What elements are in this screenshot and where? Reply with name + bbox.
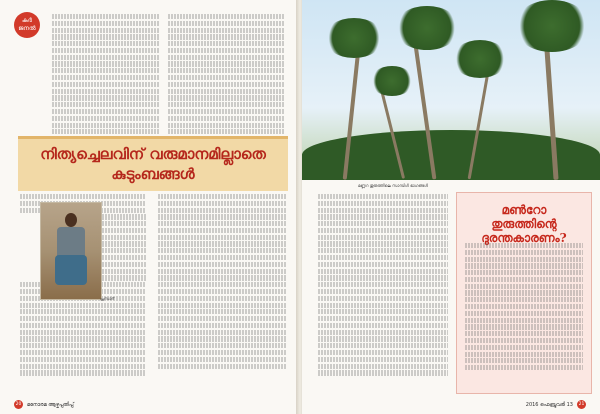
section-badge xyxy=(14,12,40,38)
headline-line-2: കുടുംബങ്ങൾ xyxy=(111,165,195,183)
palm-landscape-photo xyxy=(302,0,600,180)
person-body xyxy=(57,227,85,257)
badge-line-1: കർ xyxy=(22,17,32,24)
publication-title: മനോരമ ആഴ്ചപ്പതിപ്പ് xyxy=(27,401,74,408)
article-column-4 xyxy=(158,194,286,388)
article-column-2 xyxy=(168,14,284,134)
left-page-number: 20 xyxy=(15,402,22,407)
sidebar-title-line-1: മൺറോ xyxy=(501,203,547,217)
badge-line-2: ജനൽ xyxy=(18,25,36,32)
sidebar-title-line-3: ദുരന്തകാരണം? xyxy=(481,231,567,245)
issue-date: 2016 ഫെബ്രുവരി 13 xyxy=(525,401,573,408)
left-folio xyxy=(14,400,74,409)
person-head xyxy=(65,213,77,227)
person-legs xyxy=(55,255,87,285)
right-page-number: 21 xyxy=(578,402,585,407)
article-column-1 xyxy=(52,14,160,134)
portrait-photo xyxy=(40,202,102,300)
sidebar-box xyxy=(456,192,592,394)
landscape-caption: മണ്ണറ തുരുത്തിലെ സാമ്പിൾ ഭാഗങ്ങൾ xyxy=(358,183,428,188)
headline-line-1: നിത്യച്ചെലവിന് വരുമാനമില്ലാതെ xyxy=(40,145,266,163)
article-headline xyxy=(18,136,288,191)
article-column-5 xyxy=(318,194,448,394)
sidebar-body xyxy=(465,243,583,383)
right-folio xyxy=(526,400,586,409)
portrait-caption: പ്രസാദ് xyxy=(100,296,115,301)
sidebar-title-line-2: തുരുത്തിന്റെ xyxy=(491,217,557,231)
